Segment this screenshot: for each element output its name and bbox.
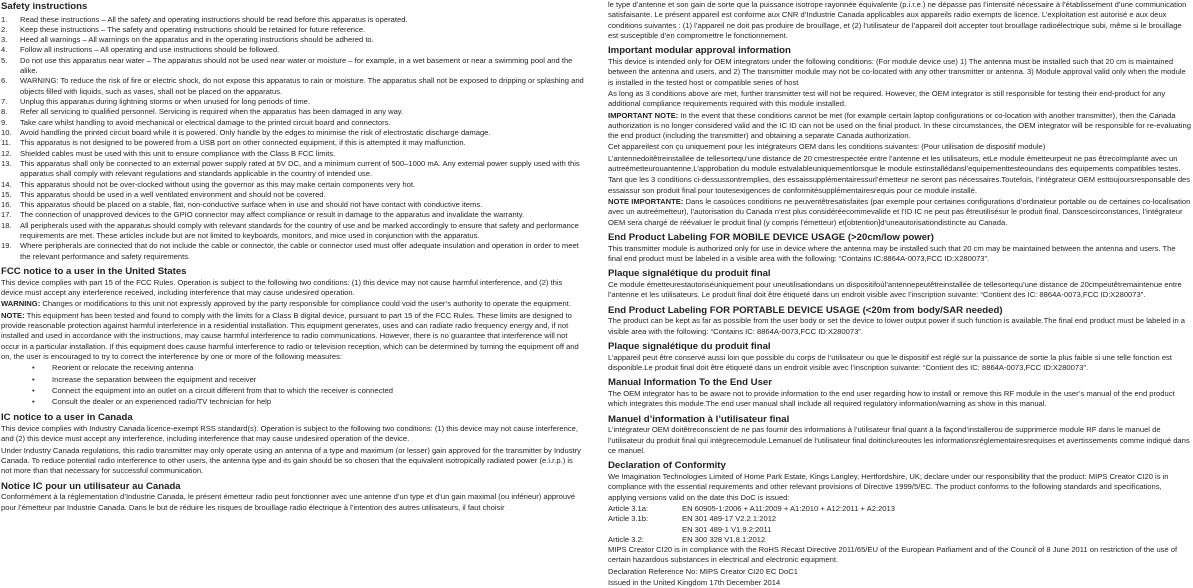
safety-item-text: Shielded cables must be used with this unit to ensure compliance with the Class B FCC limits. [20, 148, 336, 158]
ic-heading: IC notice to a user in Canada [1, 412, 133, 424]
safety-item [1, 76, 584, 97]
doc-article-row [608, 525, 1191, 535]
safety-list [1, 15, 584, 263]
safety-item [1, 128, 584, 138]
fcc-warning-text: Changes or modifications to this unit not expressly approved by the party responsible for compliance could void the user’s authority to operate the equipment. [40, 299, 571, 309]
safety-item [1, 45, 584, 55]
fcc-warning [1, 299, 584, 309]
safety-item-number: 11. [1, 138, 11, 148]
label-portable-heading: End Product Labeling FOR PORTABLE DEVICE USAGE (<20m from body/SAR needed) [608, 304, 1003, 316]
safety-item-text: Where peripherals are connected that do not include the cable or connector, the cable or connector used must offer adequate insulation and operation in order to meet the relevant performance and safety requirements. [20, 241, 579, 261]
oem-note-label: IMPORTANT NOTE: [608, 110, 679, 120]
safety-item-number: 4. [1, 45, 8, 55]
safety-item-text: This apparatus should be placed on a stable, flat, non-conductive surface when in use and should not have contact with conductive items. [20, 200, 483, 210]
doc-article-label: Article 3.1b: [608, 514, 649, 524]
manual-fr-heading: Manuel d’information à l’utilisateur final [608, 413, 790, 425]
safety-heading: Safety instructions [1, 1, 88, 12]
doc-article-row [608, 535, 1191, 545]
label-portable-fr-heading: Plaque signalétique du produit final [608, 340, 771, 352]
oem-fr-important-note [608, 197, 1191, 228]
safety-item-text: Read these instructions – All the safety and operating instructions should be read before this apparatus is operated. [20, 14, 408, 24]
oem-fr-paragraph-3: Tant que les 3 conditions ci-dessussontremplies, des essaissupplémentairessurl’émetteur ne seront pas nécessaires.Toutefois, l’intégrateur OEM esttoujoursresponsable des essaissur son produit final pour toutesexigences de conformitésupplémentairesrequis pour ce module installé. [608, 175, 1191, 195]
doc-heading: Declaration of Conformity [608, 460, 726, 472]
safety-item-text: Take care whilst handling to avoid mechanical or electrical damage to the printed circuit board and connectors. [20, 117, 391, 127]
ic-paragraph-2: Under Industry Canada regulations, this radio transmitter may only operate using an antenna of a type and maximum (or lesser) gain approved for the transmitter by Industry Canada. To reduce potential radio interference to other users, the antenna type and its gain should be so chosen that the equivalent isotropically radiated power (e.i.r.p.) is not more than that necessary for successful communication. [1, 445, 581, 476]
fcc-note-label: NOTE: [1, 310, 25, 320]
safety-item [1, 35, 584, 45]
safety-item-number: 17. [1, 210, 12, 220]
safety-item-number: 10. [1, 127, 12, 137]
safety-item [1, 200, 584, 210]
safety-item-number: 2. [1, 24, 8, 34]
ic-fr-paragraph-continued: le type d’antenne et son gain de sorte que la puissance isotrope rayonnée équivalente (p.i.r.e.) ne dépasse pas l’intensité nécessaire à l’établissement d’une communication satisfaisante. Le présent appareil est conforme aux CNR d’Industrie Canada applicables aux appareils radio exempts de licence. L’exploitation est autorisé e aux deux conditions suivantes : (1) l’appareil ne doit pas produire de brouillage, et (2) l’utilisateur de l’appareil doit accepter tout brouillage radioélectrique subi, même si le brouillage est susceptible d’en compromettre le fonctionnement. [608, 0, 1187, 40]
fcc-heading: FCC notice to a user in the United States [1, 266, 187, 277]
oem-paragraph-1: This device is intended only for OEM integrators under the following conditions: (For module device use) 1) The antenna must be installed such that 20 cm is maintained between the antenna and users, and 2) The transmitter module may not be co-located with any other transmitter or antenna. 3) Module approval valid only when the module is installed in the tested host or compatible series of host [608, 56, 1186, 87]
safety-item [1, 210, 584, 220]
safety-item-number: 7. [1, 97, 8, 106]
safety-item-number: 12. [1, 148, 12, 158]
safety-item-text: This apparatus should be used in a well ventilated environment and should not be covered. [20, 189, 326, 199]
doc-article-label: Article 3.1a: [608, 503, 649, 513]
safety-item [1, 190, 584, 200]
safety-item [1, 107, 584, 117]
oem-fr-note-text: Dans le casoùces conditions ne peuventêtresatisfaites (par exemple pour certaines configurations d’ordinateur portable ou de certaines co-localisation avec un autreémetteur), l’autorisation du Canada n’est plus considéréecommevalide et l’ID IC ne peut pas êtreutilisésur le produit final. Danscescirconstances, l’intégrateur OEM sera chargé de réévaluer le produit final (y compris l’émetteur) et[obtention]d’uneautorisationdistincte au Canada. [608, 197, 1191, 227]
safety-item [1, 159, 584, 180]
safety-item [1, 138, 584, 148]
label-portable-paragraph: The product can be kept as far as possible from the user body or set the device to lower output power if such function is available.The final end product must be labeled in a visible area with the following: “Contains IC: 8864A-0073,FCC ID:X280073”. [608, 316, 1186, 336]
fcc-paragraph: This device complies with part 15 of the FCC Rules. Operation is subject to the following two conditions: (1) this device may not cause harmful interference, and (2) this device must accept any interference received, including interference that may cause undesired operation. [1, 277, 563, 298]
safety-item-number: 9. [1, 117, 8, 127]
fcc-note [1, 311, 584, 363]
doc-article-label: Article 3.2: [608, 534, 644, 544]
safety-item-number: 19. [1, 241, 12, 251]
safety-item [1, 241, 584, 262]
fcc-measure-item: • Connect the equipment into an outlet on a circuit different from that to which the receiver is connected [1, 386, 584, 396]
oem-fr-paragraph-2: L’antennedoitêtreinstallée de tellesortequ’une distance de 20 cmestrespectée entre l’antenne et les utilisateurs, etLe module émetteurpeut ne pas êtrecoïmplanté avec un autreémetteurouantenne.L’approbation du module estvalableuniquementlorsque le module estinstallédansl’equipementtesteoundans des equipements compatibles testes. [608, 153, 1181, 174]
safety-item [1, 221, 584, 242]
label-mobile-paragraph: This transmitter module is authorized only for use in device where the antenna may be installed such that 20 cm may be maintained between the antenna and users. The final end product must be labeled in a visible area with the following: “Contains IC:8864A-0073,FCC ID:X280073”. [608, 243, 1176, 263]
safety-item [1, 180, 584, 190]
doc-article-label [608, 525, 682, 535]
doc-paragraph-1: We Imagination Technologies Limited of Home Park Estate, Kings Langley, Hertfordshire, UK; declare under our responsibility that the product: MIPS Creator CI20 is in compliance with the essential requirements and other relevant provisions of Directive 1999/5/EC. The product conforms to the following standards and specifications, applying versions valid on the date this DoC is issued: [608, 471, 1169, 502]
safety-item [1, 15, 584, 25]
doc-reference: Declaration Reference No: MIPS Creator CI20 EC DoC1 [608, 566, 798, 576]
doc-paragraph-2: MIPS Creator CI20 is in compliance with the RoHS Recast Directive 2011/65/EU of the European Parliament and of the Council of 8 June 2011 on restriction of the use of certain hazardous substances in electrical and electronic equipment. [608, 545, 1178, 565]
fcc-measure-item: • Consult the dealer or an experienced radio/TV technician for help [1, 397, 584, 407]
safety-item [1, 149, 584, 159]
safety-item-text: WARNING: To reduce the risk of fire or electric shock, do not expose this apparatus to rain or moisture. The apparatus shall not be exposed to dripping or splashing and objects filled with liquids, such as vases, shall not be placed on the apparatus. [20, 76, 584, 96]
safety-item-text: Refer all servicing to qualified personnel. Servicing is required when the apparatus has been damaged in any way. [20, 107, 404, 117]
oem-note-text: In the event that these conditions cannot be met (for example certain laptop configurations or co-location with another transmitter), then the Canada authorization is no longer considered valid and the IC ID can not be used on the final product. In these circumstances, the OEM integrator will be responsible for re-evaluating the end product (including the transmitter) and obtaining a separate Canada authorization. [608, 110, 1191, 141]
label-portable-fr-paragraph: L’appareil peut être conservé aussi loin que possible du corps de l’utilisateur ou que le dispositif est réglé sur la puissance de sortie la plus faible si une telle fonction est disponible.Le produit final doit être étiqueté dans un endroit visible avec l’inscription suivante: “Contient des IC: 8864A-0073,FCC ID:X280073”. [608, 352, 1172, 372]
safety-item-number: 18. [1, 220, 12, 230]
ic-fr-heading: Notice IC pour un utilisateur au Canada [1, 480, 181, 492]
oem-paragraph-2: As long as 3 conditions above are met, further transmitter test will not be required. However, the OEM integrator is still responsible for testing their end-product for any additional compliance requirements required with this module installed. [608, 88, 1166, 109]
doc-articles [608, 504, 1191, 545]
oem-fr-note-label: NOTE IMPORTANTE: [608, 197, 684, 207]
doc-issued: Issued in the United Kingdom 17th December 2014 [608, 578, 781, 588]
safety-item-number: 8. [1, 107, 8, 117]
safety-item-text: Follow all instructions – All operating and use instructions should be followed. [20, 45, 280, 55]
doc-article-row [608, 504, 1191, 514]
left-column [1, 0, 584, 552]
safety-item [1, 56, 584, 77]
label-mobile-heading: End Product Labeling FOR MOBILE DEVICE USAGE (>20cm/low power) [608, 231, 934, 243]
safety-item-number: 15. [1, 189, 12, 199]
safety-item-text: Do not use this apparatus near water – The apparatus should not be used near water or moisture – for example, in a wet basement or near a swimming pool and the alike. [20, 55, 573, 76]
safety-item [1, 97, 584, 107]
safety-item [1, 25, 584, 35]
safety-item-number: 3. [1, 35, 8, 45]
safety-item-text: Keep these instructions – The safety and operating instructions should be retained for future reference. [20, 24, 366, 34]
oem-fr-paragraph-1: Cet appareilest con çu uniquement pour les intégrateurs OEM dans les conditions suivantes: (Pour utilisation de dispositif module) [608, 142, 1046, 152]
right-column [608, 0, 1191, 588]
safety-item-text: All peripherals used with the apparatus should comply with relevant standards for the country of use and be marked accordingly to ensure that safety and performance requirements are met. These articles include but are not limited to keyboards, monitors, and mice used in conjunction with the apparatus. [20, 220, 579, 241]
safety-item-text: The connection of unapproved devices to the GPIO connector may affect compliance or result in damage to the apparatus and invalidate the warranty. [20, 210, 525, 220]
fcc-warning-label: WARNING: [1, 299, 41, 309]
safety-item-number: 14. [1, 179, 12, 189]
manual-paragraph: The OEM integrator has to be aware not to provide information to the end user regarding how to install or remove this RF module in the user’s manual of the end product which integrates this module.The end user manual shall include all required regulatory information/warning as show in this manual. [608, 388, 1175, 409]
fcc-note-text: This equipment has been tested and found to comply with the limits for a Class B digital device, pursuant to part 15 of the FCC Rules. These limits are designed to provide reasonable protection against harmful interference in a residential installation. This equipment generates, uses and can radiate radio frequency energy and, if not installed and used in accordance with the instructions, may cause harmful interference to radio communications. However, there is no guarantee that interference will not occur in a particular installation. If this equipment does cause harmful interference to radio or television reception, which can be determined by turning the equipment off and on, the user is encouraged to try to correct the interference by one or more of the following measures: [1, 310, 579, 361]
manual-fr-paragraph: L’intégrateur OEM doitêtreconscient de ne pas fournir des informations à l’utilisateur final quant à la façond’installerou de supprimerce module RF dans le manuel de l’utilisateur du produit final qui intègrecemodule.Lemanuel de l’utilisateur final doitinclureoutes les informationsréglementairesrequises et avertissements comme indiqué dans ce manuel. [608, 425, 1190, 455]
safety-item-text: Avoid handling the printed circuit board while it is powered. Only handle by the edges to minimise the risk of electrostatic discharge damage. [20, 127, 491, 137]
oem-important-note [608, 111, 1191, 142]
safety-item-number: 1. [1, 14, 8, 24]
doc-article-standard: EN 300 328 V1.8.1:2012 [682, 534, 766, 544]
fcc-measures-list [1, 363, 584, 407]
ic-fr-paragraph: Conformément à la réglementation d’Industrie Canada, le présent émetteur radio peut fonctionner avec une antenne d’un type et d’un gain maximal (ou inférieur) approuvé pour l’émetteur par Industrie Canada. Dans le but de réduire les risques de brouillage radio électrique à l’intention des autres utilisateurs, il faut choisir [1, 492, 576, 512]
fcc-measure-item: • Reorient or relocate the receiving antenna [1, 363, 584, 373]
safety-item-text: Unplug this apparatus during lightning storms or when unused for long periods of time. [20, 97, 310, 106]
safety-item-text: This apparatus is not designed to be powered from a USB port on other connected equipment, if this is attempted it may malfunction. [20, 138, 466, 148]
doc-article-row [608, 514, 1191, 524]
safety-item-number: 13. [1, 158, 12, 168]
doc-article-standard: EN 60905-1:2006 + A11:2009 + A1:2010 + A12:2011 + A2:2013 [682, 503, 895, 513]
safety-item-number: 16. [1, 200, 12, 210]
safety-item [1, 118, 584, 128]
doc-article-standard: EN 301 489-17 V2.2.1:2012 [682, 514, 777, 524]
safety-item-number: 5. [1, 55, 8, 65]
safety-item-text: Heed all warnings – All warnings on the apparatus and in the operating instructions should be adhered to. [20, 35, 374, 45]
label-mobile-fr-heading: Plaque signalétique du produit final [608, 268, 771, 280]
ic-paragraph-1: This device complies with Industry Canada licence-exempt RSS standard(s). Operation is subject to the following two conditions: (1) this device may not cause interference, and (2) this device must accept any interference, including interference that may cause undesired operation of the device. [1, 424, 578, 444]
label-mobile-fr-paragraph: Ce module émetteurestautoriséuniquement pour uneutilisationdans un dispositifoùl’antennepeutêtreinstallée de tellesortequ’une distance de 20cmpeutêtremaintenue entre l’antenne et les utilisateurs. Le produit final doit être étiqueté dans un endroit visible avec l’inscription suivante: “Contient des IC: 8864A-0073,FCC ID:X280073”. [608, 279, 1182, 300]
safety-item-number: 6. [1, 76, 8, 86]
safety-item-text: This apparatus shall only be connected to an external power supply rated at 5V DC, and a minimum current of 500–1000 mA. Any external power supply used with this apparatus shall comply with relevant regulations and standards applicable in the country of intended use. [20, 158, 580, 179]
doc-article-standard: EN 301 489-1 V1.9.2:2011 [682, 524, 772, 534]
oem-heading: Important modular approval information [608, 45, 791, 57]
manual-heading: Manual Information To the End User [608, 377, 772, 389]
safety-item-text: This apparatus should not be over-clocked without using the governor as this may make certain components very hot. [20, 179, 416, 189]
fcc-measure-item: • Increase the separation between the equipment and receiver [1, 375, 584, 385]
